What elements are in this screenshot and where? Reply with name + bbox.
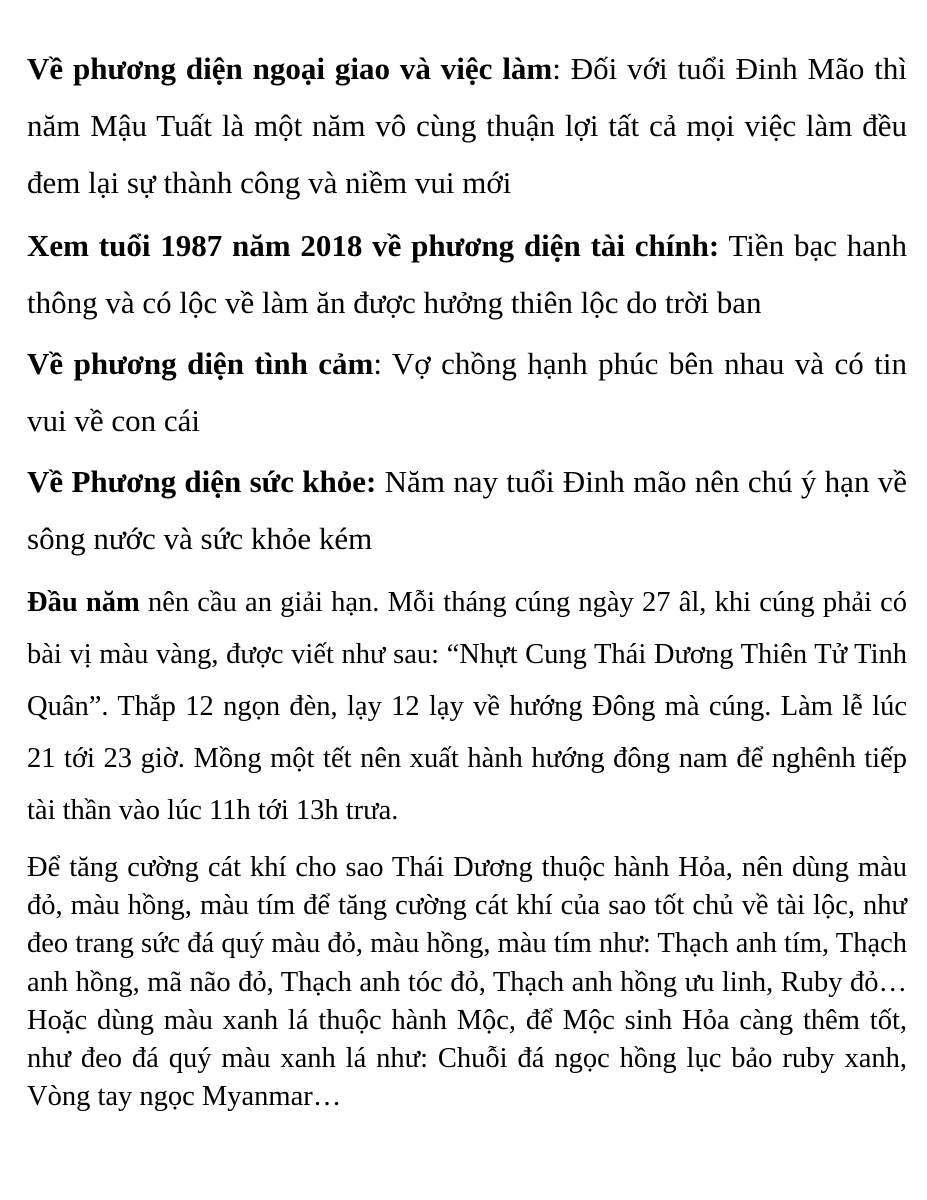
paragraph-heading: Về phương diện tình cảm bbox=[27, 346, 374, 381]
document-page bbox=[27, 40, 907, 1116]
paragraph-body: nên cầu an giải hạn. Mỗi tháng cúng ngày 27 âl, khi cúng phải có bài vị màu vàng, được viết như sau: “Nhựt Cung Thái Dương Thiên Tử Tinh Quân”. Thắp 12 ngọn đèn, lạy 12 lạy về hướng Đông mà cúng. Làm lễ lúc 21 tới 23 giờ. Mồng một tết nên xuất hành hướng đông nam để nghênh tiếp tài thần vào lúc 11h tới 13h trưa. bbox=[27, 587, 907, 826]
paragraph-body: Năm nay tuổi Đinh mão nên chú ý hạn về sông nước và sức khỏe kém bbox=[27, 464, 907, 556]
paragraph-finance bbox=[27, 217, 907, 331]
paragraph-feng-shui-advice bbox=[27, 849, 907, 1116]
paragraph-diplomacy-work bbox=[27, 40, 907, 211]
paragraph-new-year-worship bbox=[27, 577, 907, 837]
paragraph-body: : Đối với tuổi Đinh Mão thì năm Mậu Tuất là một năm vô cùng thuận lợi tất cả mọi việc làm đều đem lại sự thành công và niềm vui mới bbox=[27, 51, 907, 200]
paragraph-heading: Về Phương diện sức khỏe: bbox=[27, 464, 377, 499]
paragraph-body: Để tăng cường cát khí cho sao Thái Dương thuộc hành Hỏa, nên dùng màu đỏ, màu hồng, màu tím để tăng cường cát khí của sao tốt chủ về tài lộc, như đeo trang sức đá quý màu đỏ, màu hồng, màu tím như: Thạch anh tím, Thạch anh hồng, mã não đỏ, Thạch anh tóc đỏ, Thạch anh hồng ưu linh, Ruby đỏ…Hoặc dùng màu xanh lá thuộc hành Mộc, để Mộc sinh Hỏa càng thêm tốt, như đeo đá quý màu xanh lá như: Chuỗi đá ngọc hồng lục bảo ruby xanh, Vòng tay ngọc Myanmar… bbox=[27, 852, 907, 1113]
paragraph-heading: Về phương diện ngoại giao và việc làm bbox=[27, 51, 553, 86]
paragraph-heading: Xem tuổi 1987 năm 2018 về phương diện tài chính: bbox=[27, 228, 720, 263]
paragraph-body: Tiền bạc hanh thông và có lộc về làm ăn được hưởng thiên lộc do trời ban bbox=[27, 228, 908, 320]
paragraph-heading: Đầu năm bbox=[27, 587, 140, 618]
paragraph-love bbox=[27, 335, 907, 449]
paragraph-health bbox=[27, 453, 907, 567]
paragraph-body: : Vợ chồng hạnh phúc bên nhau và có tin vui về con cái bbox=[27, 346, 907, 438]
